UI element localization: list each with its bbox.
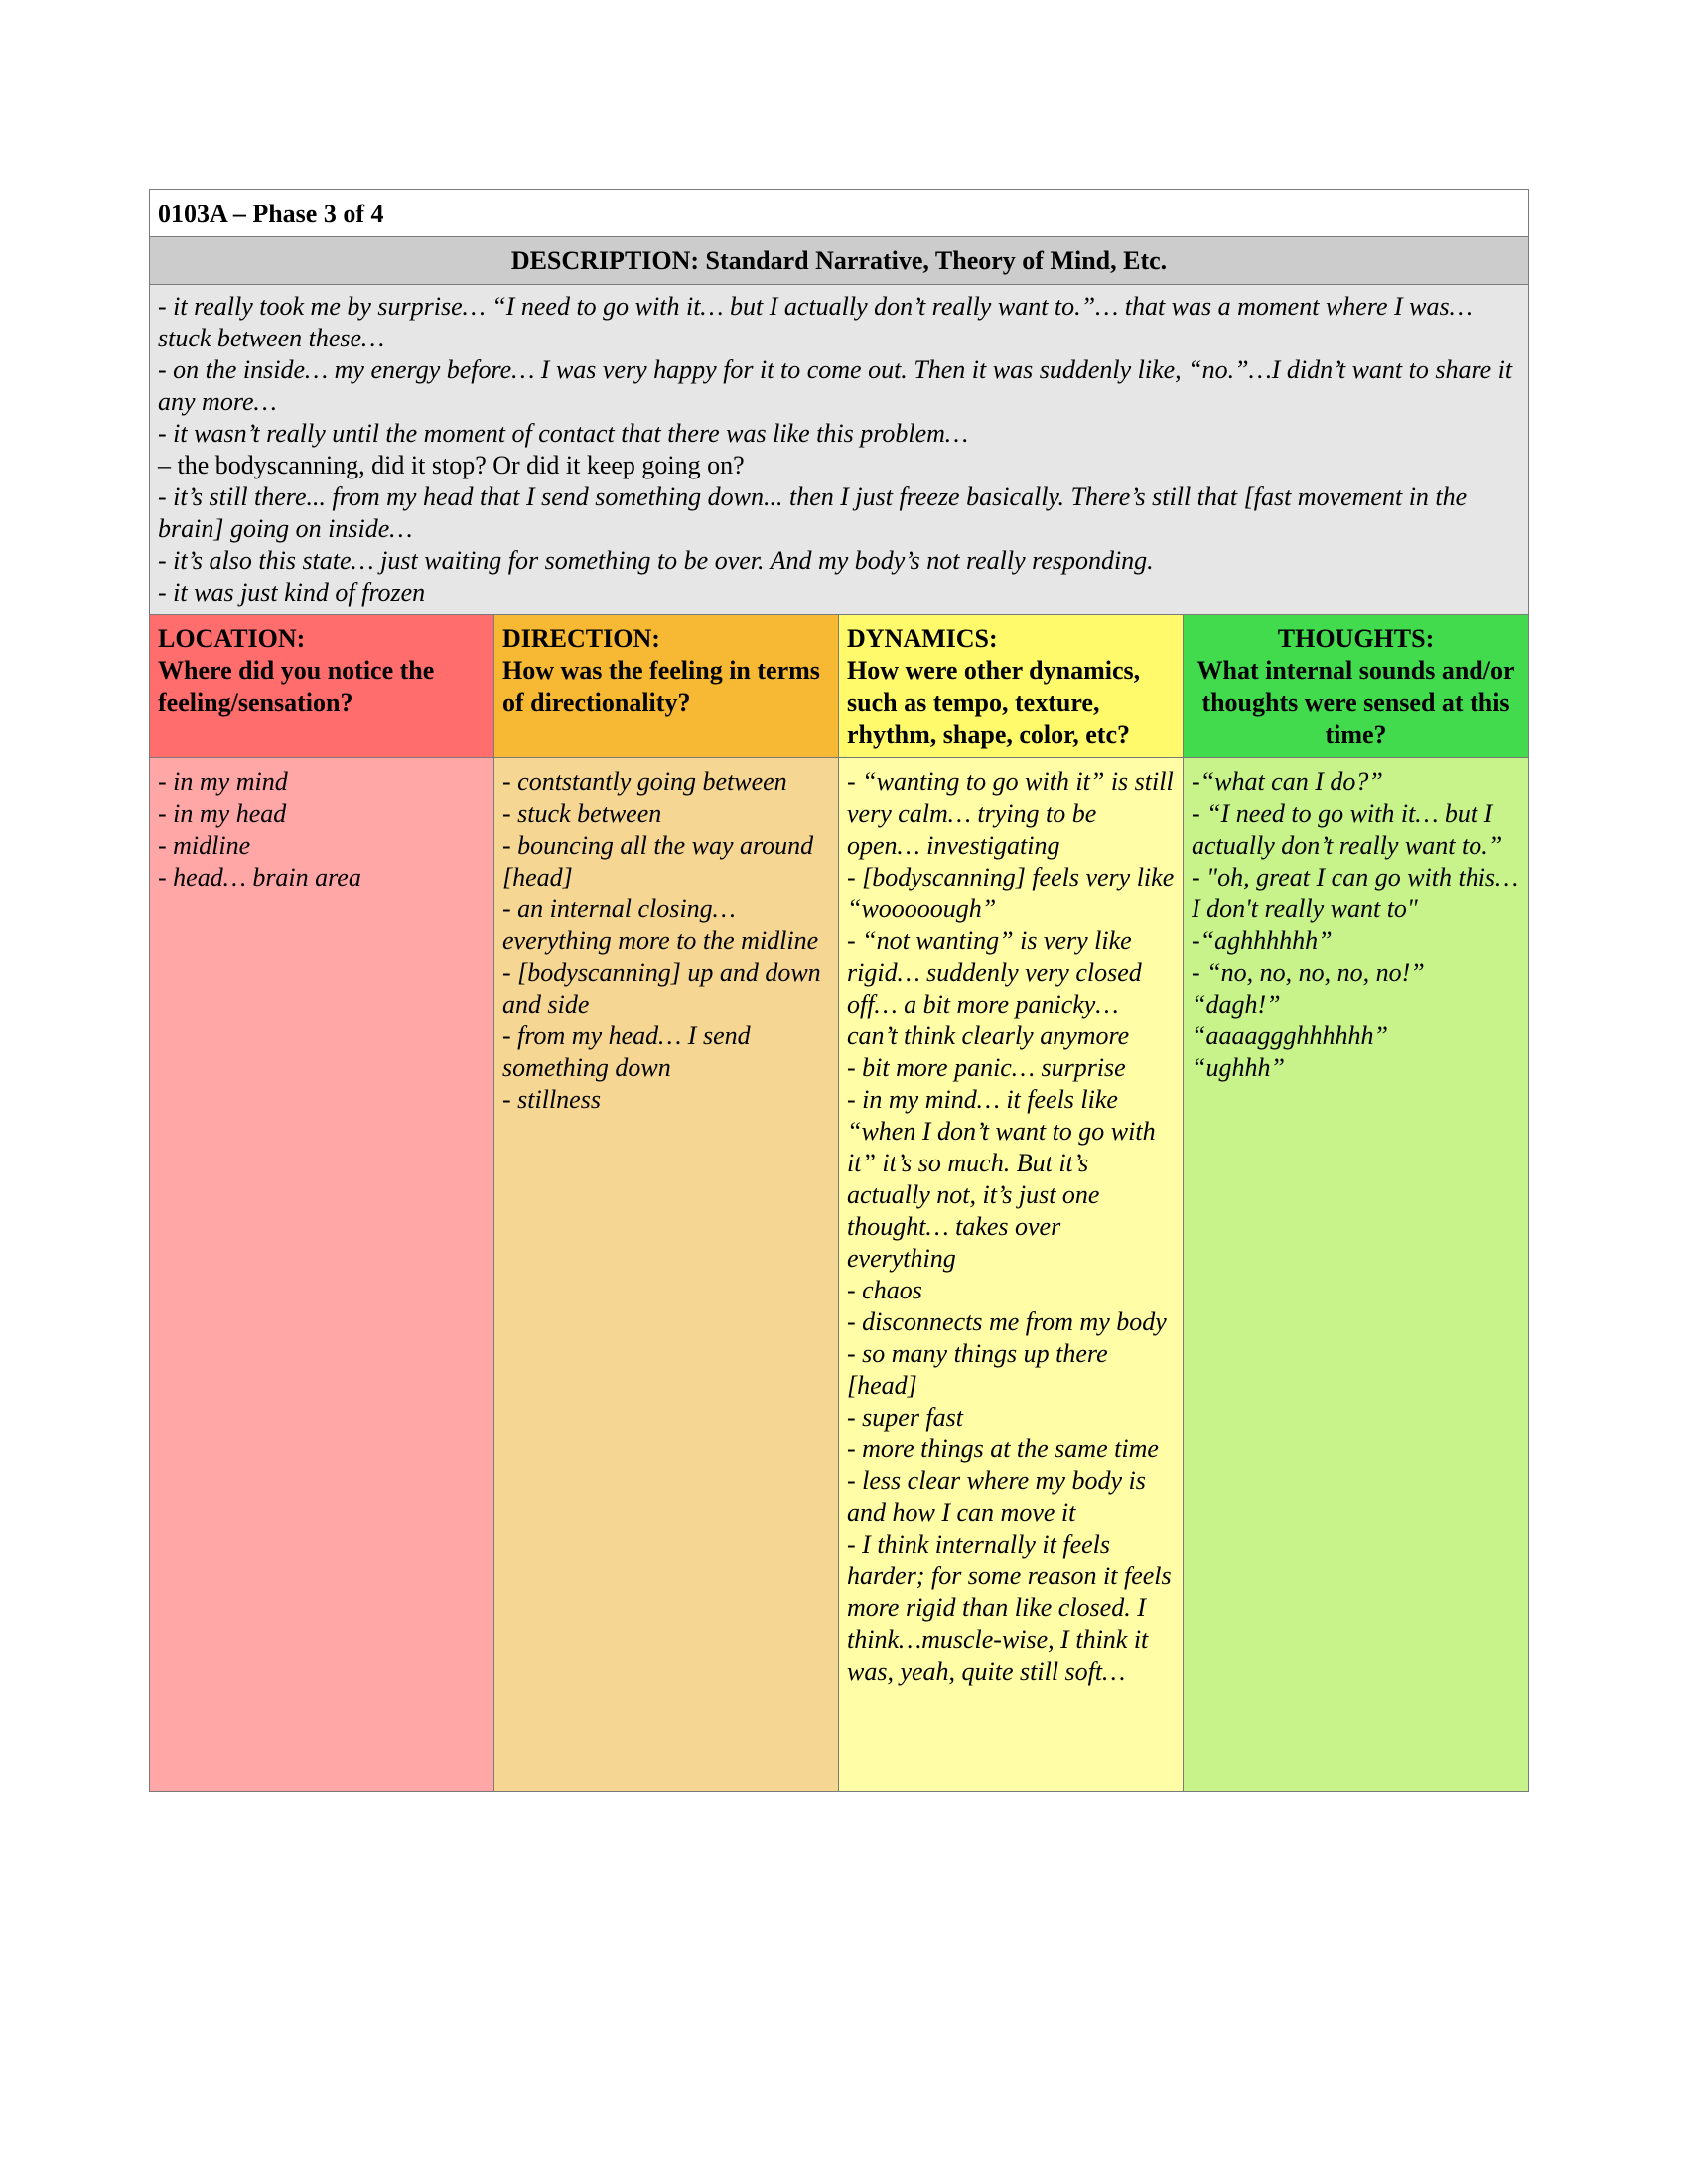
dynamics-item: - chaos [847,1276,922,1304]
thoughts-column [1184,615,1528,1791]
thoughts-item: “dagh!” [1192,990,1281,1019]
description-line: - on the inside… my energy before… I was very happy for it to come out. Then it was suddenly like, “no.”…I didn’t want to share it any more… [158,355,1513,416]
thoughts-item: -“what can I do?” [1192,767,1383,796]
location-body [150,758,493,1791]
dynamics-item: - “wanting to go with it” is still very calm… trying to be open… investigating [847,767,1174,860]
location-item: - midline [158,831,251,860]
direction-item: - from my head… I send something down [502,1022,751,1082]
thoughts-header [1184,615,1528,758]
description-line: - it’s also this state… just waiting for something to be over. And my body’s not really responding. [158,546,1154,575]
dynamics-item: - so many things up there [head] [847,1339,1108,1400]
description-heading: DESCRIPTION: Standard Narrative, Theory of Mind, Etc. [150,237,1528,285]
description-body [150,285,1528,615]
thoughts-item: - “no, no, no, no, no!” [1192,958,1425,987]
direction-item: - [bodyscanning] up and down and side [502,958,821,1019]
direction-column [494,615,839,1791]
direction-heading: DIRECTION: [502,624,660,653]
dynamics-item: - “not wanting” is very like rigid… suddenly very closed off… a bit more panicky… can’t think clearly anymore [847,926,1142,1050]
dynamics-item: - less clear where my body is and how I can move it [847,1466,1146,1527]
direction-item: - bouncing all the way around [head] [502,831,814,891]
dynamics-item: - disconnects me from my body [847,1307,1167,1336]
thoughts-body [1184,758,1528,1791]
phase-title: 0103A – Phase 3 of 4 [150,190,1528,237]
worksheet-table [149,189,1529,1792]
dynamics-item: - bit more panic… surprise [847,1053,1126,1082]
location-header [150,615,493,758]
dynamics-column [839,615,1184,1791]
thoughts-heading: THOUGHTS: [1277,624,1435,653]
dynamics-item: - I think internally it feels harder; for some reason it feels more rigid than like closed. I think…muscle-wise, I think it was, yeah, quite still soft… [847,1530,1172,1686]
dynamics-item: - [bodyscanning] feels very like “wooooough” [847,863,1175,923]
dynamics-header [839,615,1183,758]
dynamics-item: - more things at the same time [847,1434,1159,1463]
dynamics-heading: DYNAMICS: [847,624,998,653]
dynamics-body [839,758,1183,1791]
dynamics-item: - super fast [847,1403,963,1432]
direction-item: - stuck between [502,799,662,828]
thoughts-item: “ughhh” [1192,1053,1285,1082]
thoughts-item: - "oh, great I can go with this… I don't really want to" [1192,863,1519,923]
thoughts-question: What internal sounds and/or thoughts were sensed at this time? [1196,656,1515,749]
direction-body [494,758,838,1791]
direction-item: - an internal closing… everything more to the midline [502,894,819,955]
direction-item: - contstantly going between [502,767,787,796]
description-line: - it wasn’t really until the moment of contact that there was like this problem… [158,419,969,448]
thoughts-item: “aaaaggghhhhhh” [1192,1022,1388,1050]
location-item: - in my mind [158,767,288,796]
description-line: - it really took me by surprise… “I need to go with it… but I actually don’t really want to.”… that was a moment where I was… stuck between these… [158,292,1473,352]
direction-header [494,615,838,758]
location-heading: LOCATION: [158,624,306,653]
description-line: - it was just kind of frozen [158,578,426,607]
thoughts-item: -“aghhhhhh” [1192,926,1333,955]
thoughts-item: - “I need to go with it… but I actually don’t really want to.” [1192,799,1503,860]
location-item: - in my head [158,799,287,828]
category-columns [150,615,1528,1791]
description-line: – the bodyscanning, did it stop? Or did it keep going on? [158,451,745,479]
location-column [150,615,494,1791]
direction-item: - stillness [502,1085,601,1114]
dynamics-question: How were other dynamics, such as tempo, texture, rhythm, shape, color, etc? [847,656,1141,749]
location-item: - head… brain area [158,863,361,891]
description-line: - it’s still there... from my head that I send something down... then I just freeze basically. There’s still that [fast movement in the brain] going on inside… [158,482,1468,543]
direction-question: How was the feeling in terms of directionality? [502,656,820,717]
dynamics-item: - in my mind… it feels like “when I don’t want to go with it” it’s so much. But it’s actually not, it’s just one thought… takes over everything [847,1085,1156,1273]
location-question: Where did you notice the feeling/sensation? [158,656,435,717]
